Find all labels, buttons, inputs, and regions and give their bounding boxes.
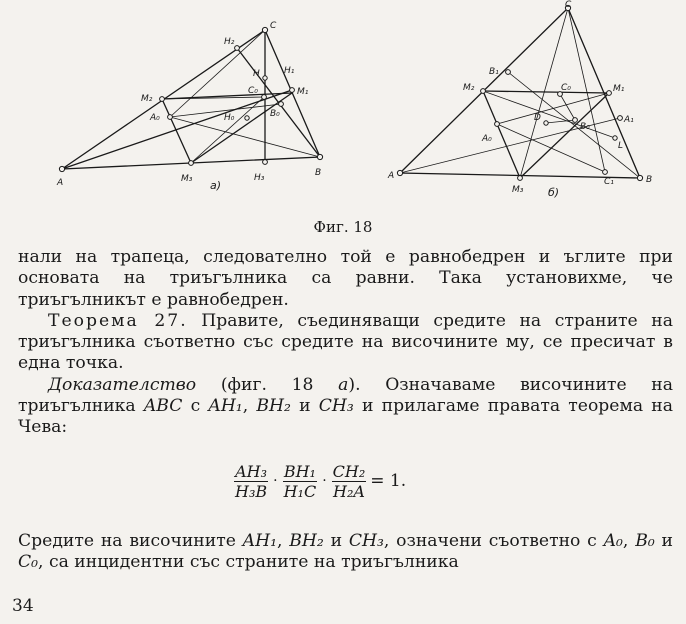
proof-text-1: (фиг. 18 [220, 374, 339, 395]
mid-text-1: Средите на височините [18, 531, 243, 551]
body-text-2 [18, 531, 673, 574]
label-a-h0: H₀ [224, 113, 235, 123]
label-b-a1: A₁ [624, 115, 634, 125]
label-a-a: A [57, 178, 64, 188]
fraction-3-den: H₂A [332, 481, 365, 501]
label-a-h3: H₃ [254, 173, 265, 183]
figure-b [400, 8, 640, 178]
paragraph-midpoints [18, 531, 673, 574]
label-b-b0: B₀ [580, 122, 590, 132]
label-b-b: B [646, 175, 653, 185]
figure-b-labels [387, 0, 652, 199]
figure-a [62, 30, 320, 169]
label-b-a: A [388, 171, 395, 181]
triangle-name: ABC [143, 396, 183, 417]
mid-a0: A₀ [603, 531, 623, 551]
fraction-1-num: AH₃ [235, 461, 268, 481]
label-b-c1: C₁ [604, 177, 614, 187]
proof-ref: а [338, 374, 349, 395]
mid-text-2: , означени съответно с [383, 531, 604, 551]
label-a-b: B [315, 168, 322, 178]
proof-text-3: с [182, 396, 209, 417]
fraction-2 [283, 462, 318, 501]
theorem-paragraph [18, 311, 673, 375]
proof-and: и [290, 396, 319, 417]
label-a-h: H [253, 69, 260, 79]
mid-comma-2: , [622, 531, 636, 551]
mid-b0: B₀ [635, 531, 655, 551]
height-ch3: CH₃ [318, 396, 354, 417]
label-a-c: C [270, 21, 277, 31]
label-a-m3: M₃ [181, 174, 193, 184]
label-b-b1: B₁ [489, 67, 499, 77]
figure-caption: Фиг. 18 [313, 218, 373, 236]
proof-paragraph [18, 375, 673, 439]
formula-rhs: = 1. [370, 471, 407, 491]
label-a-c0: C₀ [248, 86, 258, 96]
label-b-m1: M₁ [613, 84, 625, 94]
fraction-3 [332, 462, 367, 501]
fraction-1 [234, 462, 268, 501]
height-ah1: AH₁ [208, 396, 243, 417]
mid-bh2: BH₂ [289, 531, 324, 551]
mid-and-1: и [323, 531, 349, 551]
label-a-a0: A₀ [150, 113, 160, 123]
label-b-d: D [534, 113, 541, 123]
ceva-formula: $\frac{\text{AH₃}}{\text{H₃B}}$ · $\frac{\text{BH₁}}{\text{H₁C}}$ · $\frac{\text{CH₂}}{\text{H₂A}}$ = 1. [235, 461, 407, 501]
theorem-title: Теорема 27. [48, 310, 188, 331]
figure-18-svg [0, 0, 686, 210]
proof-text-2: ). Означаваме височините на триъгълника [18, 374, 673, 417]
label-b-c0: C₀ [561, 83, 571, 93]
label-a-h2: H₂ [224, 37, 235, 47]
proof-comma: , [242, 396, 257, 417]
mid-text-3: , са инцидентни със страните на триъгълника [38, 552, 459, 573]
label-figure-b: б) [548, 186, 560, 199]
label-b-m2: M₂ [463, 83, 475, 93]
fraction-1-den: H₃B [235, 481, 268, 501]
page-number: 34 [12, 596, 34, 616]
theorem-text: Правите, съединяващи средите на страните на триъгълника съответно със средите на височините му, се пресичат в една точка. [18, 310, 673, 374]
mid-ch3: CH₃ [348, 531, 384, 551]
paragraph-continuation: нали на трапеца, следователно той е равнобедрен и ъглите при основата на триъгълника са равни. Така установихме, че триъгълникът е равнобедрен. [18, 247, 673, 310]
label-b-a0: A₀ [482, 134, 492, 144]
proof-text-4: и прилагаме правата теорема на Чева: [18, 396, 673, 438]
label-a-h1: H₁ [284, 66, 295, 76]
fraction-3-num: CH₂ [332, 461, 366, 481]
label-b-l: L [618, 141, 624, 151]
label-b-m3: M₃ [512, 185, 524, 195]
proof-label: Доказателство [48, 374, 197, 395]
fraction-2-den: H₁C [283, 481, 317, 501]
height-bh2: BH₂ [256, 396, 291, 417]
mid-ah1: AH₁ [242, 531, 277, 551]
figure-18 [0, 0, 686, 210]
body-text [18, 247, 673, 439]
mid-and-2: и [654, 531, 673, 551]
fraction-2-num: BH₁ [283, 461, 316, 481]
label-a-m2: M₂ [141, 94, 153, 104]
label-figure-a: a) [210, 179, 222, 192]
label-b-c: C [565, 0, 572, 10]
label-a-b0: B₀ [270, 109, 280, 119]
triangle-abc-a [62, 30, 320, 169]
mid-c0: C₀ [18, 552, 39, 573]
label-a-m1: M₁ [297, 87, 309, 97]
mid-comma-1: , [276, 531, 290, 551]
